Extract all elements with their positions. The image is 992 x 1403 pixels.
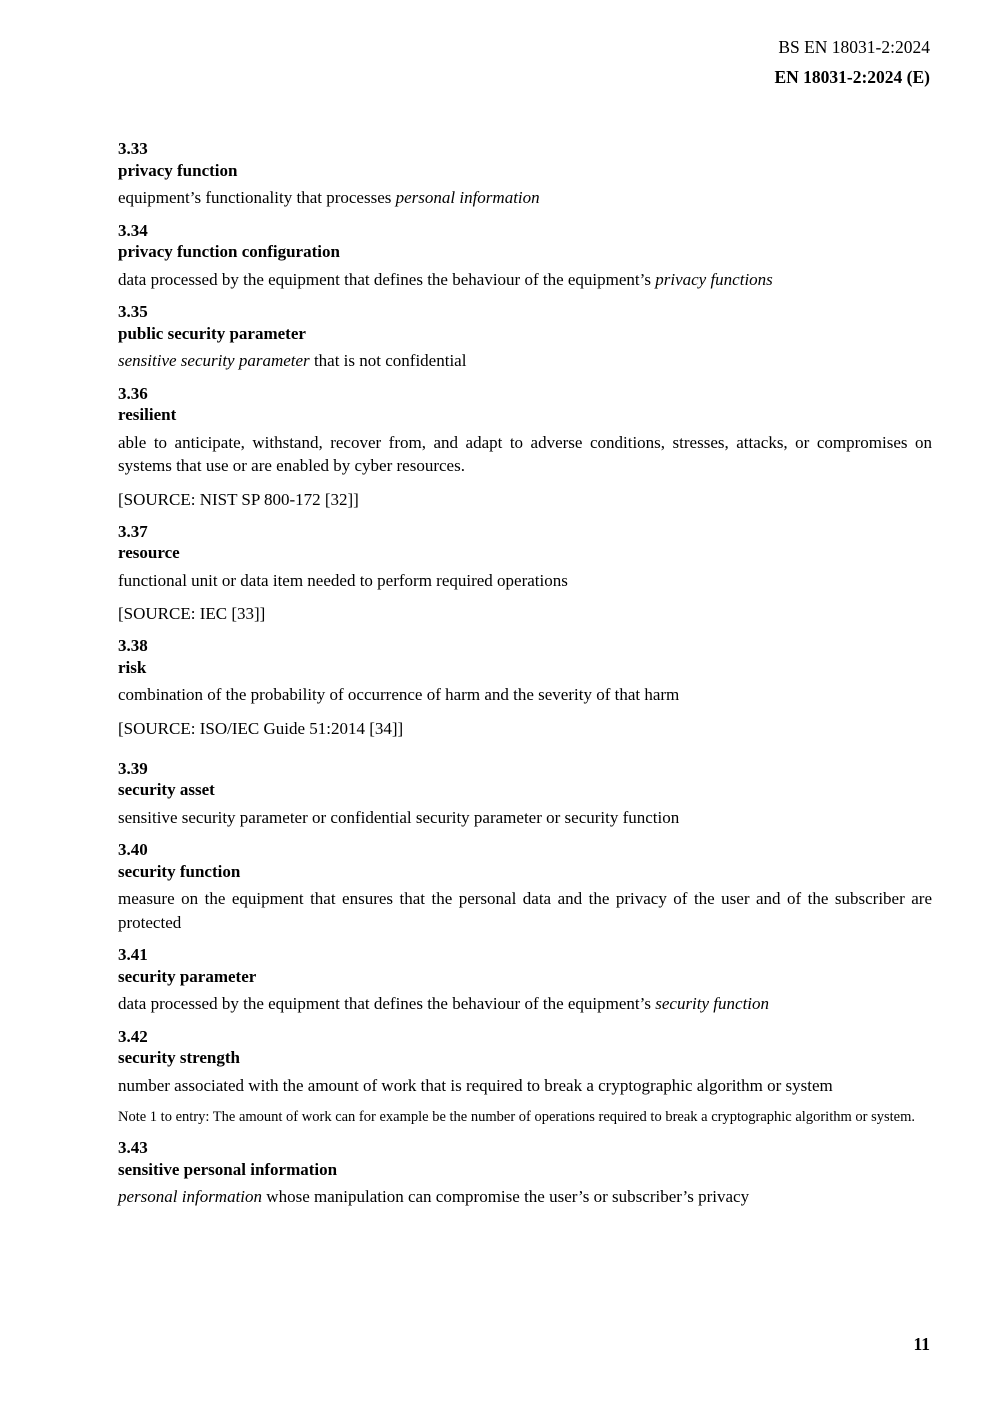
term-definition — [118, 887, 932, 934]
standard-reference: BS EN 18031-2:2024 — [778, 37, 930, 57]
page-number: 11 — [913, 1334, 930, 1354]
term-definition — [118, 186, 932, 210]
term-number: 3.36 — [118, 383, 148, 403]
term-title: security function — [118, 861, 241, 881]
term-definition — [118, 268, 932, 292]
term-definition — [118, 431, 932, 478]
term-title: risk — [118, 657, 147, 677]
term-definition — [118, 349, 932, 373]
terms-list — [118, 138, 932, 1219]
definition-segment: data processed by the equipment that defines the behaviour of the equipment’s — [118, 994, 656, 1013]
term-definition — [118, 1074, 932, 1098]
term-title: public security parameter — [118, 323, 306, 343]
term-entry — [118, 944, 932, 1016]
definition-italic-segment: privacy functions — [655, 269, 773, 289]
term-head — [118, 1026, 932, 1069]
term-number: 3.42 — [118, 1026, 148, 1046]
definition-segment: combination of the probability of occurrence of harm and the severity of that harm — [118, 685, 680, 704]
term-head — [118, 1137, 932, 1180]
term-head — [118, 758, 932, 801]
definition-segment: data processed by the equipment that defines the behaviour of the equipment’s — [118, 269, 656, 289]
definition-segment: measure on the equipment that ensures that the personal data and the privacy of the user and of the subscriber are protected — [118, 889, 932, 932]
term-entry — [118, 521, 932, 626]
term-entry — [118, 383, 932, 511]
term-source: [SOURCE: NIST SP 800-172 [32]] — [118, 489, 359, 509]
term-title: sensitive personal information — [118, 1159, 338, 1179]
term-number: 3.40 — [118, 840, 148, 859]
term-title: security parameter — [118, 966, 257, 986]
term-note: Note 1 to entry: The amount of work can for example be the number of operations required to break a cryptographic algorithm or system. — [118, 1109, 915, 1125]
term-head — [118, 839, 932, 882]
page-header — [774, 32, 930, 92]
term-entry — [118, 138, 932, 210]
definition-segment: functional unit or data item needed to perform required operations — [118, 570, 568, 590]
term-title: security asset — [118, 780, 215, 799]
term-number: 3.43 — [118, 1138, 148, 1157]
term-head — [118, 138, 932, 181]
term-number: 3.39 — [118, 758, 148, 778]
definition-segment: whose manipulation can compromise the user’s or subscriber’s privacy — [262, 1187, 750, 1206]
term-head — [118, 383, 932, 426]
definition-italic-segment: personal information — [395, 188, 540, 207]
term-entry — [118, 839, 932, 934]
term-entry — [118, 758, 932, 830]
term-number: 3.34 — [118, 220, 148, 240]
term-number: 3.37 — [118, 521, 148, 541]
definition-italic-segment: security function — [655, 994, 770, 1013]
term-number: 3.41 — [118, 945, 148, 964]
definition-segment: that is not confidential — [309, 351, 467, 370]
term-entry — [118, 1137, 932, 1209]
definition-segment: number associated with the amount of work that is required to break a cryptographic algorithm or system — [118, 1075, 833, 1095]
term-title: privacy function — [118, 160, 238, 180]
definition-italic-segment: sensitive security parameter — [118, 351, 310, 370]
term-definition — [118, 569, 932, 593]
term-definition — [118, 1185, 932, 1209]
term-head — [118, 220, 932, 263]
term-number: 3.38 — [118, 636, 148, 655]
term-entry — [118, 635, 932, 740]
term-head — [118, 944, 932, 987]
definition-segment: sensitive security parameter or confidential security parameter or security function — [118, 807, 680, 827]
term-head — [118, 521, 932, 564]
term-source: [SOURCE: IEC [33]] — [118, 604, 266, 623]
term-head — [118, 301, 932, 344]
definition-italic-segment: personal information — [118, 1187, 263, 1206]
term-definition — [118, 992, 932, 1016]
term-definition — [118, 806, 932, 830]
term-entry — [118, 301, 932, 373]
term-title: resource — [118, 543, 180, 562]
term-title: resilient — [118, 405, 177, 424]
standard-reference-en: EN 18031-2:2024 (E) — [774, 67, 930, 87]
term-definition — [118, 683, 932, 707]
term-number: 3.35 — [118, 302, 148, 321]
term-entry — [118, 220, 932, 292]
definition-segment: able to anticipate, withstand, recover from, and adapt to adverse conditions, stresses, attacks, or compromises on systems that use or are enabled by cyber resources. — [118, 432, 932, 475]
term-entry — [118, 1026, 932, 1128]
definition-segment: equipment’s functionality that processes — [118, 188, 396, 207]
term-source: [SOURCE: ISO/IEC Guide 51:2014 [34]] — [118, 718, 404, 738]
term-title: security strength — [118, 1048, 240, 1067]
term-head — [118, 635, 932, 678]
term-number: 3.33 — [118, 139, 148, 158]
term-title: privacy function configuration — [118, 242, 340, 261]
